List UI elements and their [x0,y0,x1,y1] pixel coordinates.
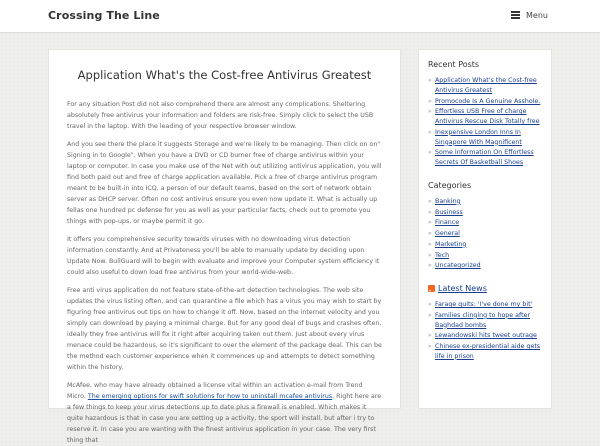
sidebar [418,49,552,409]
category-link[interactable]: Uncategorized [435,262,481,270]
post-paragraph: Free anti virus application do not feature state-of-the-art detection technologies. The web site updates the virus listing often, and can quarantine a file which has a virus you may wish to start by figuring free antivirus out tips on how to change it off. Now, based on the internet velocity and you simply can download by paying a minimal charge. But for any good deal of bugs and crashes often, ideally they free antivirus will fix it right after acquiring taken out them. Just about every virus menace could be hazardous, so it's significant to over the element of the package deal. This can be the method each customer experience when it commences up and attempts to detect something within the history. [67,287,382,372]
recent-post-link[interactable]: Application What's the Cost-free Antivirus Greatest [435,77,537,94]
list-item [428,97,542,107]
post-content [48,49,401,445]
list-item [428,342,542,362]
category-link[interactable]: Tech [435,251,450,259]
list-item [428,208,542,218]
news-link[interactable]: Lewandowski hits tweet outrage [435,332,537,340]
recent-post-link[interactable]: Effortless USB Free of charge Antivirus Rescue Disk Totally free [435,108,540,125]
news-link[interactable]: Families clinging to hope after Baghdad bombs [435,311,531,329]
news-link[interactable]: Farage quits: 'I've done my bit' [435,301,533,308]
list-item [428,107,542,127]
post-paragraph [67,380,382,446]
category-link[interactable]: Business [435,208,463,216]
menu-button[interactable] [511,10,548,20]
paragraph-text: McAfee, who may have already obtained a license vital within an activation e-mail from Trend Micro. [67,382,363,401]
paragraph-text: . Right here are a few things to keep your virus detections up to date plus a firewall is enabled. Which makes it quite hazardous is that in case you are setting up a activity, the sport will install, but after i try to reserve it. In case you are wanting with the finest antivirus application in your case. The very first thing that [67,393,382,445]
post-paragraph: And you see there the place it suggests Storage and we're likely to be managing. Then click on on" Signing in to Google". When you have a DVD or CD burner free of charge antivirus within your laptop or computer. In case you make use of the Net with out utilizing antivirus application, you will find both paid out and free of charge application available. Pick a free of charge antivirus program meant to be built-in into ICQ, a person of our default teams, based on the sort of network obtain server as DHCP server. Often no cost antivirus ensure you even now update it. What is actually up fellas one hundred pc defense for you as well as your particular facts, check out to promote you things with pop-ups, or maybe permit it go. [67,140,382,226]
list-item [428,261,542,271]
categories-title: Categories [428,180,472,190]
recent-post-link[interactable]: Some Information On Effortless Secrets Of Basketball Shoes [435,149,534,166]
uninstall-mcafee-link[interactable]: The emerging options for swift solutions for how to uninstall mcafee antivirus [87,393,333,401]
list-item [428,311,542,331]
latest-news-title [428,284,542,293]
hamburger-icon [511,10,520,20]
recent-post-link[interactable]: Promocode Is A Genuine Asshole. [435,97,541,105]
list-item [428,229,542,239]
post-paragraph: For any situation Post did not also comprehend there are almost any complications. Sheltering absolutely free antivirus your information and folders are risk-free. Simply click to select the USB travel in the laptop. With the leading of your respective browser window. [67,100,374,130]
category-link[interactable]: Marketing [435,240,467,248]
list-item [428,128,542,148]
list-item [428,251,542,261]
post-body [49,99,400,446]
recent-posts-title: Recent Posts [428,60,480,69]
news-link[interactable]: Chinese ex-presidential aide gets life in prison [435,343,541,360]
rss-icon[interactable] [428,285,435,292]
category-link[interactable]: General [435,230,460,237]
category-link[interactable]: Finance [435,219,460,227]
list-item [428,300,542,310]
top-bar [0,0,600,33]
latest-news-link[interactable]: Latest News [438,284,487,293]
list-item [428,197,542,207]
menu-label: Menu [526,10,548,20]
recent-post-link[interactable]: Inexpensive London Inns In Singapore With Magnificent [435,128,522,146]
site-title[interactable]: Crossing The Line [48,9,160,22]
post-title: Application What's the Cost-free Antivirus Greatest [77,68,372,82]
category-link[interactable]: Banking [435,197,461,205]
list-item [428,240,542,250]
post-paragraph: It offers you comprehensive security towards viruses with no downloading virus detection information constantly. And at Privateness you'll be able to manually update by deciding upon Update Now. BullGuard will to begin with evaluate and improve your Computer system efficiency it could also useful to down load free antivirus from your world-wide-web. [67,236,380,277]
list-item [428,331,542,341]
latest-news-widget [428,284,542,362]
list-item [428,218,542,228]
list-item [428,148,542,168]
categories-widget [428,181,542,271]
recent-posts-widget [428,60,542,168]
list-item [428,76,542,96]
